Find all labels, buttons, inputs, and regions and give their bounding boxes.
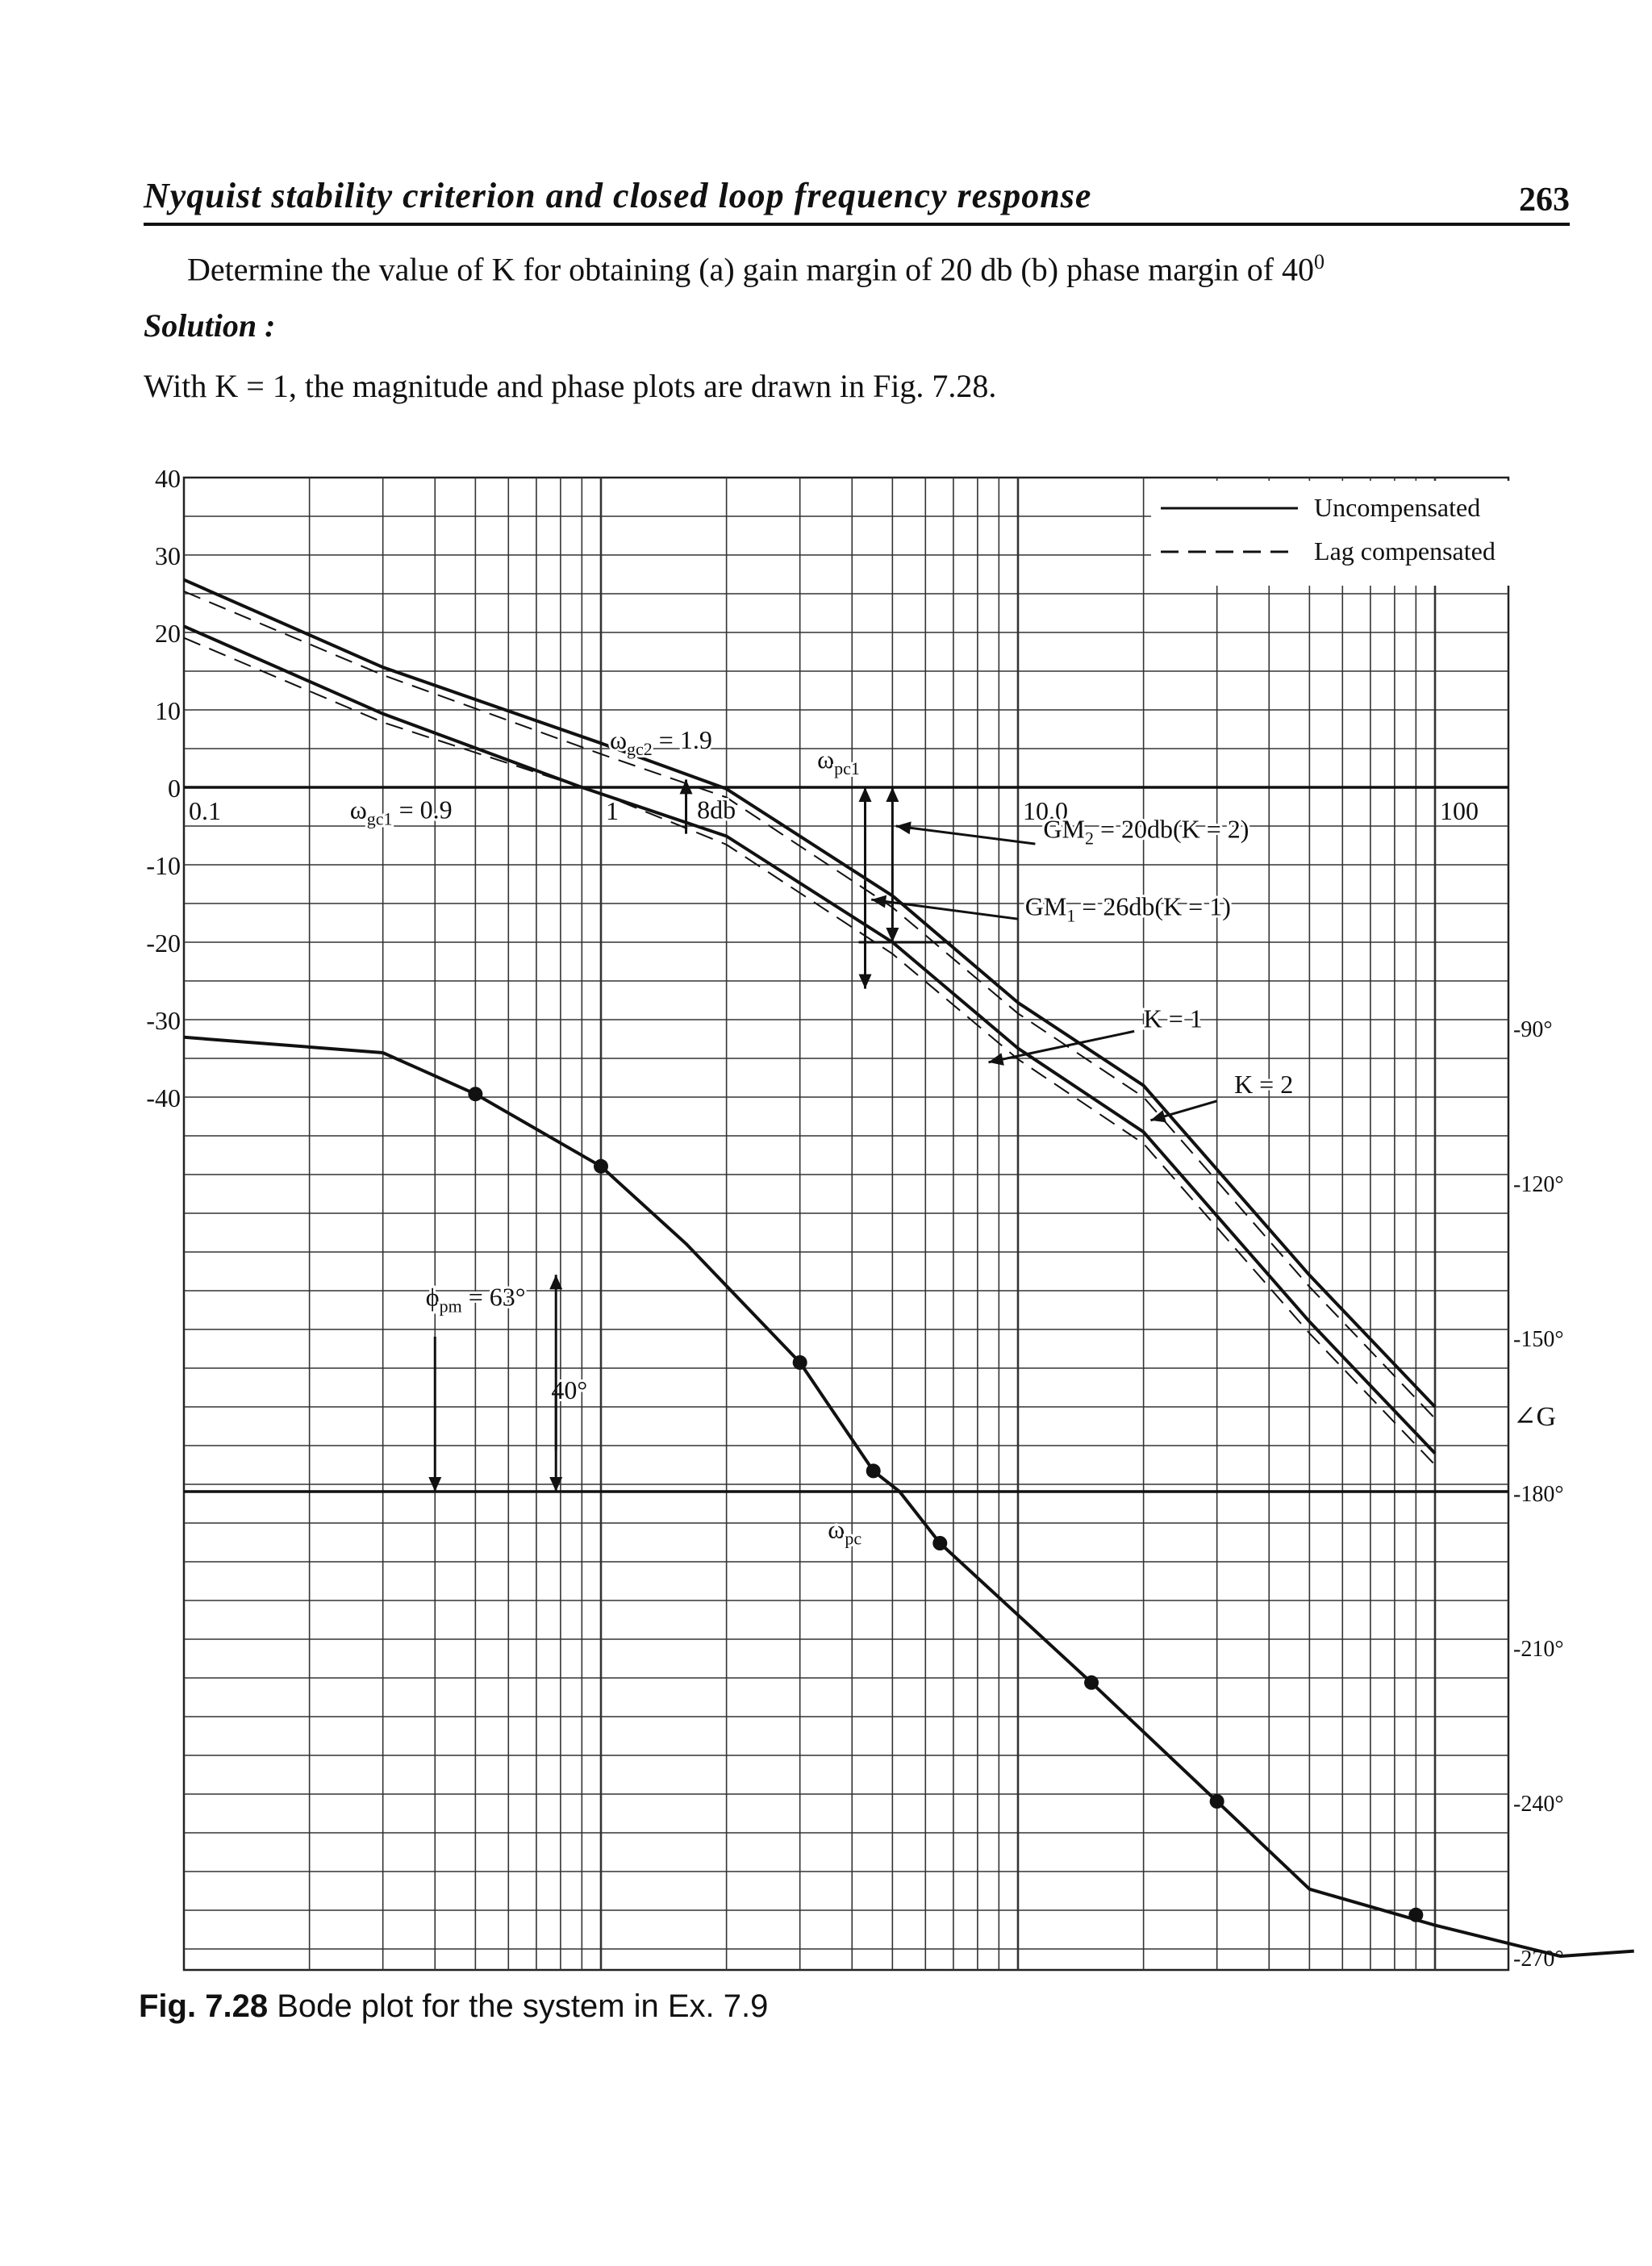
phase-marker-7 [1408, 1908, 1423, 1922]
phase-marker-4 [932, 1536, 947, 1550]
phase-tick-label: -270° [1513, 1947, 1564, 1972]
phase-tick-label: -210° [1513, 1637, 1564, 1662]
mag-tick-label: -40 [146, 1083, 181, 1112]
phase-tick-label: -90° [1513, 1017, 1553, 1042]
phase-tick-label: -240° [1513, 1792, 1564, 1817]
annotation-3: 8db [697, 795, 736, 824]
phase-marker-6 [1210, 1794, 1224, 1809]
mag-tick-label: 30 [155, 541, 181, 570]
phase-axis-label: ∠G [1513, 1402, 1557, 1432]
phase-marker-3 [866, 1463, 881, 1478]
annotation-4: $GM_2 = 20db(K = 2)$ [1043, 814, 1249, 849]
figure-number: Fig. 7.28 [139, 1988, 269, 2024]
question-text [187, 250, 1325, 288]
phase-tick-label: -180° [1513, 1482, 1564, 1507]
annotation-5: $GM_1 = 26db(K = 1)$ [1024, 891, 1231, 926]
series-k2-dashed-1 [184, 591, 1435, 1418]
annotation-9: 40° [551, 1375, 588, 1404]
phase-tick-label: -150° [1513, 1327, 1564, 1352]
figure-caption-text: Bode plot for the system in Ex. 7.9 [277, 1988, 769, 2024]
phase-marker-5 [1084, 1676, 1099, 1690]
phase-marker-0 [468, 1087, 482, 1101]
axis-labels [146, 464, 1563, 1972]
k2-leader-head [1150, 1110, 1166, 1122]
annotation-10: $\omega_{pc}$ [828, 1514, 862, 1549]
annotation-1: $\omega_{gc2} = 1.9$ [609, 725, 712, 759]
figure-caption [139, 1988, 768, 2025]
annotation-0: $\omega_{gc1} = 0.9$ [349, 795, 453, 829]
phase-marker-2 [793, 1355, 807, 1370]
page-number: 263 [1519, 182, 1570, 219]
mag-tick-label: 20 [155, 619, 181, 648]
solution-label: Solution : [144, 307, 276, 344]
intro-text: With K = 1, the magnitude and phase plots are drawn in Fig. 7.28. [144, 368, 997, 404]
annotation-6: K = 1 [1143, 1004, 1203, 1033]
annotation-7: K = 2 [1234, 1070, 1294, 1100]
phase-tick-label: -120° [1513, 1172, 1564, 1197]
grid-layer [184, 478, 1508, 1970]
question-superscript: 0 [1314, 250, 1325, 273]
mag-tick-label: 10 [155, 696, 181, 725]
k1-leader-head [989, 1053, 1004, 1066]
gm2-leader-head [896, 821, 912, 834]
x-tick-label: 100 [1440, 796, 1479, 825]
x-tick-label: 10.0 [1023, 796, 1068, 825]
mag-tick-label: 40 [155, 464, 181, 493]
annotation-2: $\omega_{pc1}$ [817, 745, 860, 778]
series-k2-solid-0 [184, 580, 1435, 1407]
running-title: Nyquist stability criterion and closed loop frequency response [144, 176, 1092, 215]
mag-tick-label: 0 [168, 774, 181, 803]
question-body: Determine the value of K for obtaining (a) gain margin of 20 db (b) phase margin of 40 [187, 251, 1315, 288]
phase-marker-1 [594, 1159, 608, 1174]
legend [1151, 481, 1530, 586]
k1-leader-shaft [989, 1031, 1135, 1062]
bode-plot [137, 464, 1564, 1976]
mag-tick-label: -10 [146, 851, 181, 880]
page-header [144, 166, 1570, 226]
gm-arrow-up-2-head [886, 787, 899, 802]
mag-tick-label: -30 [146, 1006, 181, 1035]
x-tick-label: 0.1 [189, 796, 221, 825]
marker-layer [468, 1087, 1423, 1922]
gm-arrow-up-1-head [859, 787, 872, 802]
legend-label-solid: Uncompensated [1314, 493, 1481, 522]
gm1-leader-head [871, 895, 886, 908]
x-tick-label: 1 [606, 796, 619, 825]
annotation-8: $\phi_{pm} = 63^\circ$ [425, 1282, 526, 1317]
legend-label-dashed: Lag compensated [1314, 536, 1496, 565]
mag-tick-label: -20 [146, 929, 181, 958]
gm2-leader-shaft [896, 826, 1036, 844]
